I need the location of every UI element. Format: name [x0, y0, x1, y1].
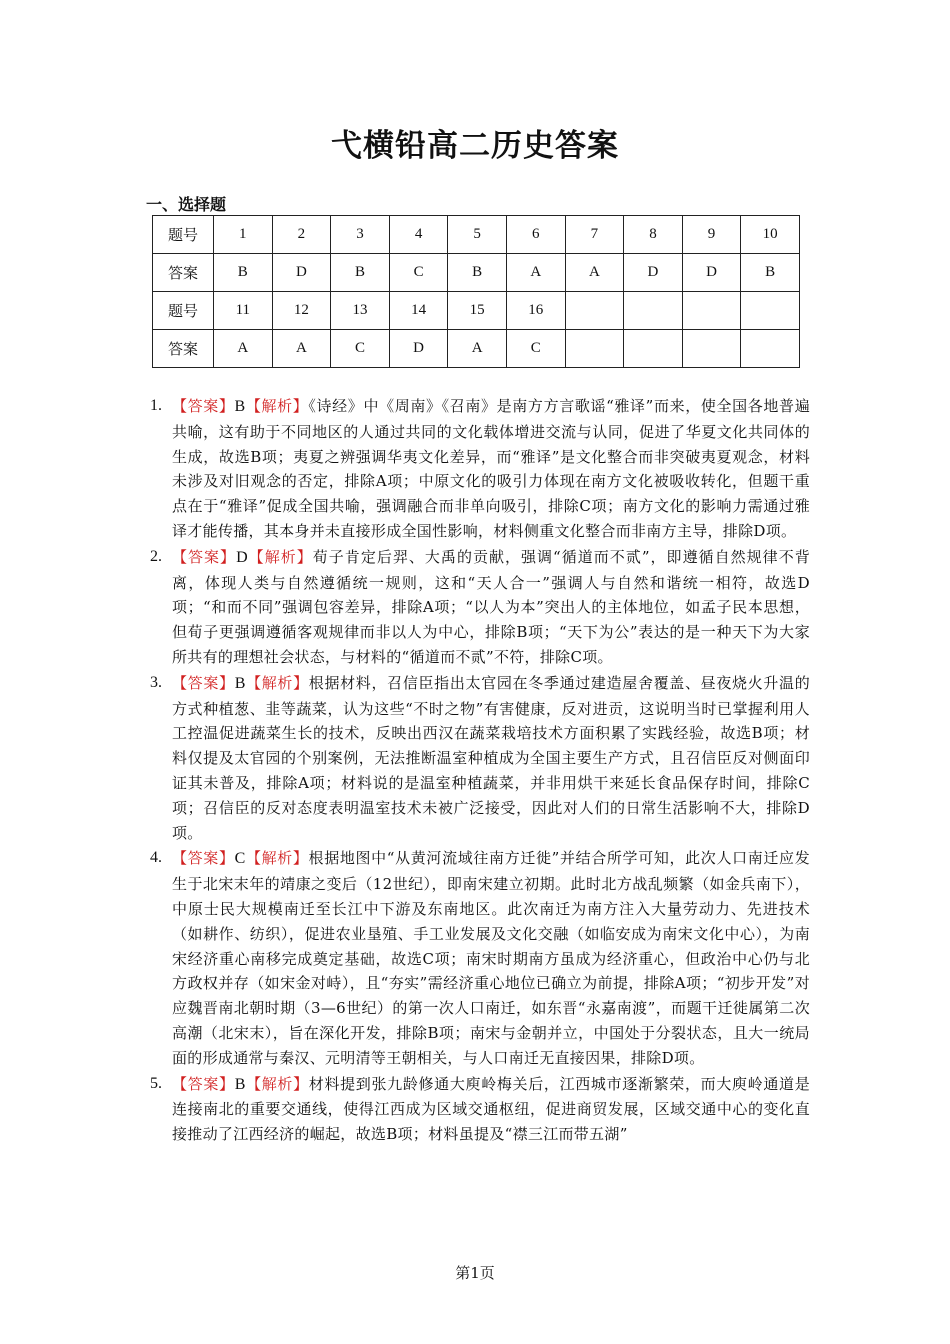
table-cell: C [331, 330, 390, 368]
table-cell [682, 292, 741, 330]
answer-letter: D [236, 548, 248, 566]
table-cell [624, 330, 683, 368]
table-cell: 13 [331, 292, 390, 330]
answer-label: 【答案】 [172, 849, 235, 868]
explanation-list [150, 394, 810, 1148]
table-cell: B [448, 254, 507, 292]
table-cell: 16 [506, 292, 565, 330]
answer-label: 【答案】 [172, 1074, 235, 1093]
list-item [150, 671, 810, 846]
table-row-answers-1 [153, 254, 800, 292]
table-cell: 5 [448, 216, 507, 254]
analysis-label: 【解析】 [245, 397, 309, 415]
table-header-cell: 答案 [153, 330, 214, 368]
item-body [172, 545, 810, 670]
answer-table [152, 215, 800, 368]
page-title: 弋横铅高二历史答案 [331, 128, 619, 164]
table-cell: B [214, 254, 273, 292]
item-number: 1. [150, 397, 162, 414]
table-cell: 4 [389, 216, 448, 254]
analysis-text: 材料提到张九龄修通大庾岭梅关后，江西城市逐渐繁荣，而大庾岭通道是连接南北的重要交通线，使得江西成为区域交通枢纽，促进商贸发展，区域交通中心的变化直接推动了江西经济的崛起，故选B项；材料虽提及“襟三江而带五湖” [172, 1074, 810, 1144]
table-row-question-numbers-2 [153, 292, 800, 330]
item-number: 2. [150, 547, 162, 565]
table-cell: 9 [682, 216, 741, 254]
table-cell: A [272, 330, 331, 368]
table-cell: C [506, 330, 565, 368]
table-cell [741, 292, 800, 330]
table-header-cell: 题号 [153, 216, 214, 254]
table-cell: 10 [741, 216, 800, 254]
table-cell: D [624, 254, 683, 292]
analysis-text: 根据材料，召信臣指出太官园在冬季通过建造屋舍覆盖、昼夜烧火升温的方式种植葱、韭等蔬菜，认为这些“不时之物”有害健康，反对进贡，这说明当时已掌握利用人工控温促进蔬菜生长的技术，反映出西汉在蔬菜栽培技术方面积累了实践经验，故选B项；材料仅提及太官园的个别案例，无法推断温室种植成为全国主要生产方式，且召信臣反对侧面印证其未普及，排除A项；材料说的是温室种植蔬菜，并非用烘干来延长食品保存时间，排除C项；召信臣的反对态度表明温室技术未被广泛接受，因此对人们的日常生活影响不大，排除D项。 [172, 673, 810, 842]
table-cell [624, 292, 683, 330]
answer-letter: C [234, 850, 246, 868]
table-cell: C [389, 254, 448, 292]
list-item [150, 1072, 810, 1147]
answer-letter: B [234, 1075, 246, 1093]
page-number: 第1页 [455, 1264, 495, 1282]
table-cell: 1 [214, 216, 273, 254]
table-cell: A [214, 330, 273, 368]
table-cell: D [272, 254, 331, 292]
answer-label: 【答案】 [172, 673, 235, 692]
analysis-label: 【解析】 [247, 547, 313, 566]
table-cell: 7 [565, 216, 624, 254]
analysis-text: 荀子肯定后羿、大禹的贡献，强调“循道而不贰”，即遵循自然规律不背离，体现人类与自然遵循统一规则，这和“天人合一”强调人与自然和谐统一相符，故选D项；“和而不同”强调包容差异，排除A项；“以人为本”突出人的主体地位，如孟子民本思想，但荀子更强调遵循客观规律而非以人为中心，排除B项；“天下为公”表达的是一种天下为大家所共有的理想社会状态，与材料的“循道而不贰”不符，排除C项。 [172, 547, 811, 666]
table-cell: 2 [272, 216, 331, 254]
list-item [150, 545, 810, 670]
table-header-cell: 题号 [153, 292, 214, 330]
table-cell: 14 [389, 292, 448, 330]
analysis-label: 【解析】 [245, 1074, 309, 1093]
item-number: 5. [150, 1074, 162, 1092]
analysis-text: 根据地图中“从黄河流域往南方迁徙”并结合所学可知，此次人口南迁应发生于北宋末年的靖康之变后（12世纪），即南宋建立初期。此时北方战乱频繁（如金兵南下），中原士民大规模南迁至长江中下游及东南地区。此次南迁为南方注入大量劳动力、先进技术（如耕作、纺织），促进农业垦殖、手工业发展及文化交融（如临安成为南宋文化中心），为南宋经济重心南移完成奠定基础，故选C项；南宋时期南方虽成为经济重心，但政治中心仍与北方政权并存（如宋金对峙），且“夯实”需经济重心地位已确立为前提，排除A项；“初步开发”对应魏晋南北朝时期（3—6世纪）的第一次人口南迁，如东晋“永嘉南渡”，而题干迁徙属第二次高潮（北宋末），旨在深化开发，排除B项；南宋与金朝并立，中国处于分裂状态，且大一统局面的形成通常与秦汉、元明清等王朝相关，与人口南迁无直接因果，排除D项。 [172, 849, 810, 1067]
analysis-text: 《诗经》中《周南》《召南》是南方方言歌谣“雅译”而来，使全国各地普遍共喻，这有助于不同地区的人通过共同的文化载体增进交流与认同，促进了华夏文化共同体的生成，故选B项；夷夏之辨强调华夷文化差异，而“雅译”是文化整合而非突破夷夏观念，材料未涉及对旧观念的否定，排除A项；中原文化的吸引力体现在南方文化被吸收转化，但题干重点在于“雅译”促成全国共喻，强调融合而非单向吸引，排除C项；南方文化的影响力需通过雅译才能传播，其本身并未直接形成全国性影响，材料侧重文化整合而非南方主导，排除D项。 [172, 397, 810, 540]
table-cell: B [741, 254, 800, 292]
item-body [172, 846, 810, 1070]
table-row-question-numbers-1 [153, 216, 800, 254]
table-cell: 12 [272, 292, 331, 330]
table-cell: A [506, 254, 565, 292]
answer-letter: B [234, 674, 246, 692]
table-cell: A [565, 254, 624, 292]
table-cell: B [331, 254, 390, 292]
table-cell [741, 330, 800, 368]
table-cell: 8 [624, 216, 683, 254]
answer-letter: B [234, 398, 246, 415]
analysis-label: 【解析】 [245, 849, 309, 868]
table-row-answers-2 [153, 330, 800, 368]
section-heading: 一、选择题 [146, 195, 227, 214]
item-number: 3. [150, 673, 162, 691]
item-body [172, 671, 810, 846]
table-cell: A [448, 330, 507, 368]
table-cell: 3 [331, 216, 390, 254]
table-cell: 15 [448, 292, 507, 330]
item-number: 4. [150, 849, 162, 867]
table-cell: D [682, 254, 741, 292]
table-cell [565, 292, 624, 330]
answer-label: 【答案】 [172, 397, 235, 415]
item-body [172, 394, 810, 544]
table-cell: D [389, 330, 448, 368]
list-item [150, 846, 810, 1070]
analysis-label: 【解析】 [245, 673, 309, 692]
table-cell [565, 330, 624, 368]
table-header-cell: 答案 [153, 254, 214, 292]
list-item [150, 394, 810, 544]
table-cell: 11 [214, 292, 273, 330]
answer-label: 【答案】 [172, 547, 237, 566]
table-cell: 6 [506, 216, 565, 254]
item-body [172, 1072, 810, 1147]
table-cell [682, 330, 741, 368]
